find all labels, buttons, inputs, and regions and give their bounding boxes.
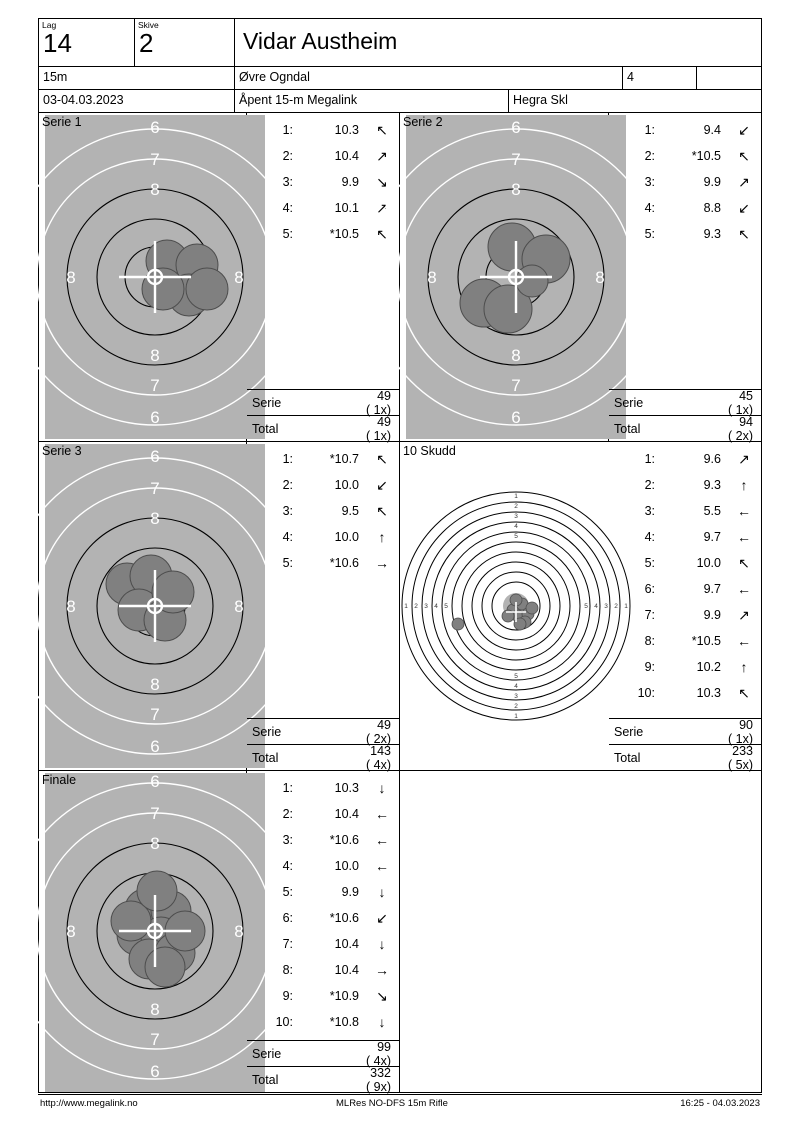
shot-number: 9: [282,989,293,1003]
series-total-row-2 [609,415,761,441]
shot-number: 8: [282,963,293,977]
shot-value: 10.3 [696,686,721,700]
shot-row [609,143,761,169]
series-sum-row-4 [609,718,761,744]
shot-list-5 [247,771,399,1040]
shot-row [247,1009,399,1035]
shot-number: 3: [644,175,655,189]
shot-direction-icon: ↙ [376,476,388,493]
svg-text:1: 1 [514,713,518,720]
svg-text:8: 8 [150,1000,160,1019]
svg-text:7: 7 [511,150,521,169]
shot-direction-icon: ↖ [738,147,750,164]
series-total-inner: ( 2x) [728,428,753,443]
shot-value: 10.3 [334,123,359,137]
series-sum-value: 49 [377,717,391,732]
shot-value: 9.9 [341,885,359,899]
shot-direction-icon: ↙ [738,199,750,216]
series-sum-label: Serie [614,395,644,410]
svg-text:6: 6 [150,447,160,466]
shot-value: *10.9 [329,989,359,1003]
target-finale [39,771,247,1092]
shot-number: 1: [644,452,655,466]
shot-value: 10.3 [334,781,359,795]
shot-row [247,801,399,827]
shot-row [247,195,399,221]
svg-text:8: 8 [511,346,521,365]
series-sum-label: Serie [614,724,644,739]
svg-text:3: 3 [604,603,608,610]
svg-text:7: 7 [150,479,160,498]
shot-number: 7: [644,608,655,622]
shot-direction-icon: → [375,555,389,571]
shot-row [247,905,399,931]
svg-text:6: 6 [150,772,160,791]
svg-text:8: 8 [234,268,244,287]
svg-text:8: 8 [150,346,160,365]
shot-row [247,169,399,195]
series-sum-inner: ( 1x) [366,402,391,417]
shot-row [609,524,761,550]
shot-number: 3: [282,833,293,847]
shot-row [609,446,761,472]
lag-value: 14 [43,28,72,58]
shot-number: 5: [282,227,293,241]
series-sum-value: 49 [377,388,391,403]
shot-value: *10.5 [691,634,721,648]
shot-direction-icon: ↖ [738,225,750,242]
shot-number: 10: [637,686,655,700]
series-sum-row-3 [247,718,399,744]
shot-number: 4: [644,530,655,544]
shot-value: 9.4 [703,123,721,137]
shot-number: 5: [644,227,655,241]
series-total-row-4 [609,744,761,770]
shot-row [609,472,761,498]
series-panel-4 [400,442,761,770]
shot-value: *10.6 [329,911,359,925]
shot-value: 9.5 [341,504,359,518]
shot-row [247,143,399,169]
shot-row [609,221,761,247]
shot-value: 10.4 [334,149,359,163]
shot-value: 10.0 [334,530,359,544]
shot-number: 2: [282,478,293,492]
shot-number: 1: [282,123,293,137]
shot-row [247,446,399,472]
shot-value: *10.5 [691,149,721,163]
shot-list-1 [247,113,399,389]
svg-text:4: 4 [434,603,438,610]
series-sum-value: 90 [739,717,753,732]
target-graphic-5 [39,771,271,1092]
shot-number: 4: [282,201,293,215]
series-sum-label: Serie [252,395,282,410]
sheet [38,18,762,1096]
series-title-1: Serie 1 [42,115,82,129]
shot-row [247,524,399,550]
series-sum-row-2 [609,389,761,415]
shot-number: 2: [282,807,293,821]
svg-text:8: 8 [234,597,244,616]
class-cell [623,67,697,89]
date-cell [39,90,235,112]
svg-text:5: 5 [514,673,518,680]
shot-direction-icon: ↑ [740,659,748,675]
shot-number: 5: [282,556,293,570]
target-serie-2 [400,113,609,441]
series-total-inner: ( 9x) [366,1079,391,1094]
shot-direction-icon: ← [737,503,751,519]
shot-number: 2: [644,478,655,492]
shot-direction-icon: ↙ [376,909,388,926]
shot-value: 9.3 [703,478,721,492]
shot-value: 10.2 [696,660,721,674]
lag-cell [39,19,135,66]
shot-direction-icon: ↓ [378,1014,386,1030]
svg-text:4: 4 [514,683,518,690]
shot-list-4 [609,442,761,718]
shot-number: 3: [282,175,293,189]
band-3 [39,771,761,1092]
svg-text:8: 8 [150,675,160,694]
svg-text:8: 8 [150,180,160,199]
shot-value: 10.4 [334,807,359,821]
svg-text:6: 6 [150,737,160,756]
shot-direction-icon: ↓ [378,780,386,796]
target-serie-1 [39,113,247,441]
shot-list-2 [609,113,761,389]
shot-row [609,169,761,195]
series-total-row-1 [247,415,399,441]
svg-text:7: 7 [150,705,160,724]
series-total-value: 143 [370,743,391,758]
shot-row [609,195,761,221]
svg-text:1: 1 [514,493,518,500]
series-sum-row-5 [247,1040,399,1066]
shot-row [247,472,399,498]
series-sum-inner: ( 1x) [728,402,753,417]
shot-direction-icon: ↗ [738,606,750,623]
shot-number: 6: [644,582,655,596]
organizer-cell [509,90,761,112]
shot-direction-icon: ← [737,633,751,649]
organizer-value: Hegra Skl [513,93,568,107]
distance-cell [39,67,235,89]
target-graphic-3 [39,442,271,770]
series-title-5: Finale [42,773,77,787]
band-1 [39,113,761,442]
shot-direction-icon: ↘ [376,987,388,1004]
shot-row [247,775,399,801]
club-cell [235,67,623,89]
svg-text:7: 7 [150,1030,160,1049]
shot-row [247,827,399,853]
shot-direction-icon: ↖ [376,450,388,467]
shot-direction-icon: ↖ [376,502,388,519]
shot-direction-icon: ← [375,806,389,822]
footer-divider [38,1094,762,1095]
skive-cell [135,19,235,66]
svg-text:1: 1 [404,603,408,610]
shot-row [247,931,399,957]
series-sum-label: Serie [252,724,282,739]
club-value: Øvre Ogndal [239,70,310,84]
target-graphic-2 [400,113,632,441]
svg-text:6: 6 [150,118,160,137]
shot-direction-icon: ↖ [738,684,750,701]
shot-row [609,654,761,680]
shot-direction-icon: ← [375,832,389,848]
series-total-value: 94 [739,414,753,429]
shot-direction-icon: ↖ [738,554,750,571]
series-total-inner: ( 4x) [366,757,391,772]
series-total-label: Total [614,750,641,765]
shot-value: 9.9 [341,175,359,189]
svg-text:3: 3 [514,693,518,700]
svg-text:8: 8 [511,180,521,199]
shot-row [247,221,399,247]
series-total-value: 233 [732,743,753,758]
svg-text:7: 7 [150,150,160,169]
series-total-label: Total [252,750,279,765]
shot-direction-icon: ↙ [738,121,750,138]
svg-text:8: 8 [66,268,76,287]
shot-row [609,680,761,706]
svg-text:5: 5 [514,533,518,540]
shot-direction-icon: ↖ [376,225,388,242]
svg-text:2: 2 [514,703,518,710]
shot-value: 10.0 [696,556,721,570]
shot-value: *10.6 [329,833,359,847]
shot-value: 9.3 [703,227,721,241]
shooter-name-cell [235,19,761,66]
shot-number: 8: [644,634,655,648]
shot-direction-icon: ↗ [376,147,388,164]
shot-row [247,853,399,879]
shot-value: 5.5 [703,504,721,518]
shot-direction-icon: ↓ [378,936,386,952]
svg-text:2: 2 [414,603,418,610]
svg-text:8: 8 [66,922,76,941]
header-row-club [39,66,761,89]
series-total-label: Total [252,1072,279,1087]
header-row-identity [39,19,761,66]
series-total-label: Total [614,421,641,436]
target-serie-3 [39,442,247,770]
shot-number: 3: [644,504,655,518]
shot-direction-icon: ← [375,858,389,874]
shot-value: 9.7 [703,582,721,596]
shot-direction-icon: ↗ [738,173,750,190]
shot-number: 5: [282,885,293,899]
shot-number: 1: [282,452,293,466]
shot-direction-icon: ↓ [378,884,386,900]
shot-direction-icon: → [375,962,389,978]
svg-text:2: 2 [614,603,618,610]
shot-number: 2: [644,149,655,163]
series-sum-value: 99 [377,1039,391,1054]
competition-cell [235,90,509,112]
shot-row [247,498,399,524]
series-total-label: Total [252,421,279,436]
svg-text:8: 8 [150,834,160,853]
series-total-row-5 [247,1066,399,1092]
shots-serie-1 [247,113,399,441]
svg-text:6: 6 [150,1062,160,1081]
svg-text:7: 7 [150,376,160,395]
shots-finale [247,771,399,1092]
shot-value: *10.7 [329,452,359,466]
shot-number: 4: [282,530,293,544]
shot-number: 9: [644,660,655,674]
skive-label: Skive [138,20,159,30]
shot-direction-icon: ↗ [738,450,750,467]
shot-row [609,628,761,654]
shot-number: 1: [282,781,293,795]
svg-text:7: 7 [511,376,521,395]
series-sum-row-1 [247,389,399,415]
shot-number: 3: [282,504,293,518]
svg-text:7: 7 [150,804,160,823]
series-total-value: 49 [377,414,391,429]
footer [38,1096,762,1116]
shot-row [247,550,399,576]
footer-program: MLRes NO-DFS 15m Rifle [336,1098,448,1109]
shot-value: *10.8 [329,1015,359,1029]
series-panel-2 [400,113,761,441]
series-total-inner: ( 1x) [366,428,391,443]
svg-text:4: 4 [514,523,518,530]
svg-text:8: 8 [595,268,605,287]
shot-row [247,983,399,1009]
shot-value: 9.7 [703,530,721,544]
competition-value: Åpent 15-m Megalink [239,93,358,107]
shot-direction-icon: ↖ [376,121,388,138]
lag-label: Lag [42,20,57,30]
shot-value: 8.8 [703,201,721,215]
footer-url[interactable]: http://www.megalink.no [40,1098,138,1109]
shot-number: 5: [644,556,655,570]
target-graphic-4 [400,442,632,770]
shot-value: 10.1 [334,201,359,215]
shot-direction-icon: ↘ [376,173,388,190]
shot-number: 10: [275,1015,293,1029]
svg-text:8: 8 [150,509,160,528]
shot-number: 4: [644,201,655,215]
shot-value: 10.0 [334,478,359,492]
shot-direction-icon: ↑ [378,529,386,545]
series-panel-5 [39,771,400,1092]
footer-timestamp: 16:25 - 04.03.2023 [680,1098,760,1109]
svg-text:8: 8 [234,922,244,941]
header-row-event [39,89,761,112]
svg-text:5: 5 [584,603,588,610]
series-total-row-3 [247,744,399,770]
series-sum-inner: ( 4x) [366,1053,391,1068]
series-panel-3 [39,442,400,770]
series-sum-inner: ( 2x) [366,731,391,746]
shot-value: *10.6 [329,556,359,570]
shot-direction-icon: ↑ [740,477,748,493]
shot-value: 9.9 [703,608,721,622]
svg-text:6: 6 [511,118,521,137]
empty-panel [400,771,761,1092]
shot-list-3 [247,442,399,718]
svg-text:3: 3 [514,513,518,520]
series-sum-label: Serie [252,1046,282,1061]
shot-value: 10.4 [334,963,359,977]
shot-row [609,576,761,602]
shots-10-skudd [609,442,761,770]
class-value: 4 [627,70,634,84]
shot-number: 7: [282,937,293,951]
shot-value: 9.9 [703,175,721,189]
shot-value: 9.6 [703,452,721,466]
svg-text:1: 1 [624,603,628,610]
header [38,18,762,112]
shot-value: *10.5 [329,227,359,241]
svg-text:8: 8 [66,597,76,616]
shot-value: 10.4 [334,937,359,951]
series-title-2: Serie 2 [403,115,443,129]
shot-row [609,602,761,628]
series-panel-1 [39,113,400,441]
target-graphic-1 [39,113,271,441]
header-spare-cell [697,67,761,89]
shot-direction-icon: ← [737,581,751,597]
shot-direction-icon: ← [737,529,751,545]
shot-number: 4: [282,859,293,873]
shot-row [609,550,761,576]
series-sum-inner: ( 1x) [728,731,753,746]
svg-text:6: 6 [150,408,160,427]
shot-row [247,957,399,983]
shot-row [609,117,761,143]
svg-text:3: 3 [424,603,428,610]
band-2 [39,442,761,771]
shots-serie-2 [609,113,761,441]
shot-row [609,498,761,524]
shot-number: 1: [644,123,655,137]
shot-value: 10.0 [334,859,359,873]
svg-text:6: 6 [511,408,521,427]
series-total-value: 332 [370,1065,391,1080]
shot-number: 2: [282,149,293,163]
shot-number: 6: [282,911,293,925]
skive-value: 2 [139,28,154,58]
series-grid [38,112,762,1093]
date-value: 03-04.03.2023 [43,93,124,107]
shot-row [247,879,399,905]
distance-value: 15m [43,70,68,84]
series-sum-value: 45 [739,388,753,403]
series-title-3: Serie 3 [42,444,82,458]
shot-direction-icon: ↗ [376,199,388,216]
svg-text:5: 5 [444,603,448,610]
svg-text:8: 8 [427,268,437,287]
shooter-name: Vidar Austheim [243,28,398,54]
shots-serie-3 [247,442,399,770]
svg-text:2: 2 [514,503,518,510]
svg-text:4: 4 [594,603,598,610]
shot-row [247,117,399,143]
series-title-4: 10 Skudd [403,444,456,458]
series-total-inner: ( 5x) [728,757,753,772]
